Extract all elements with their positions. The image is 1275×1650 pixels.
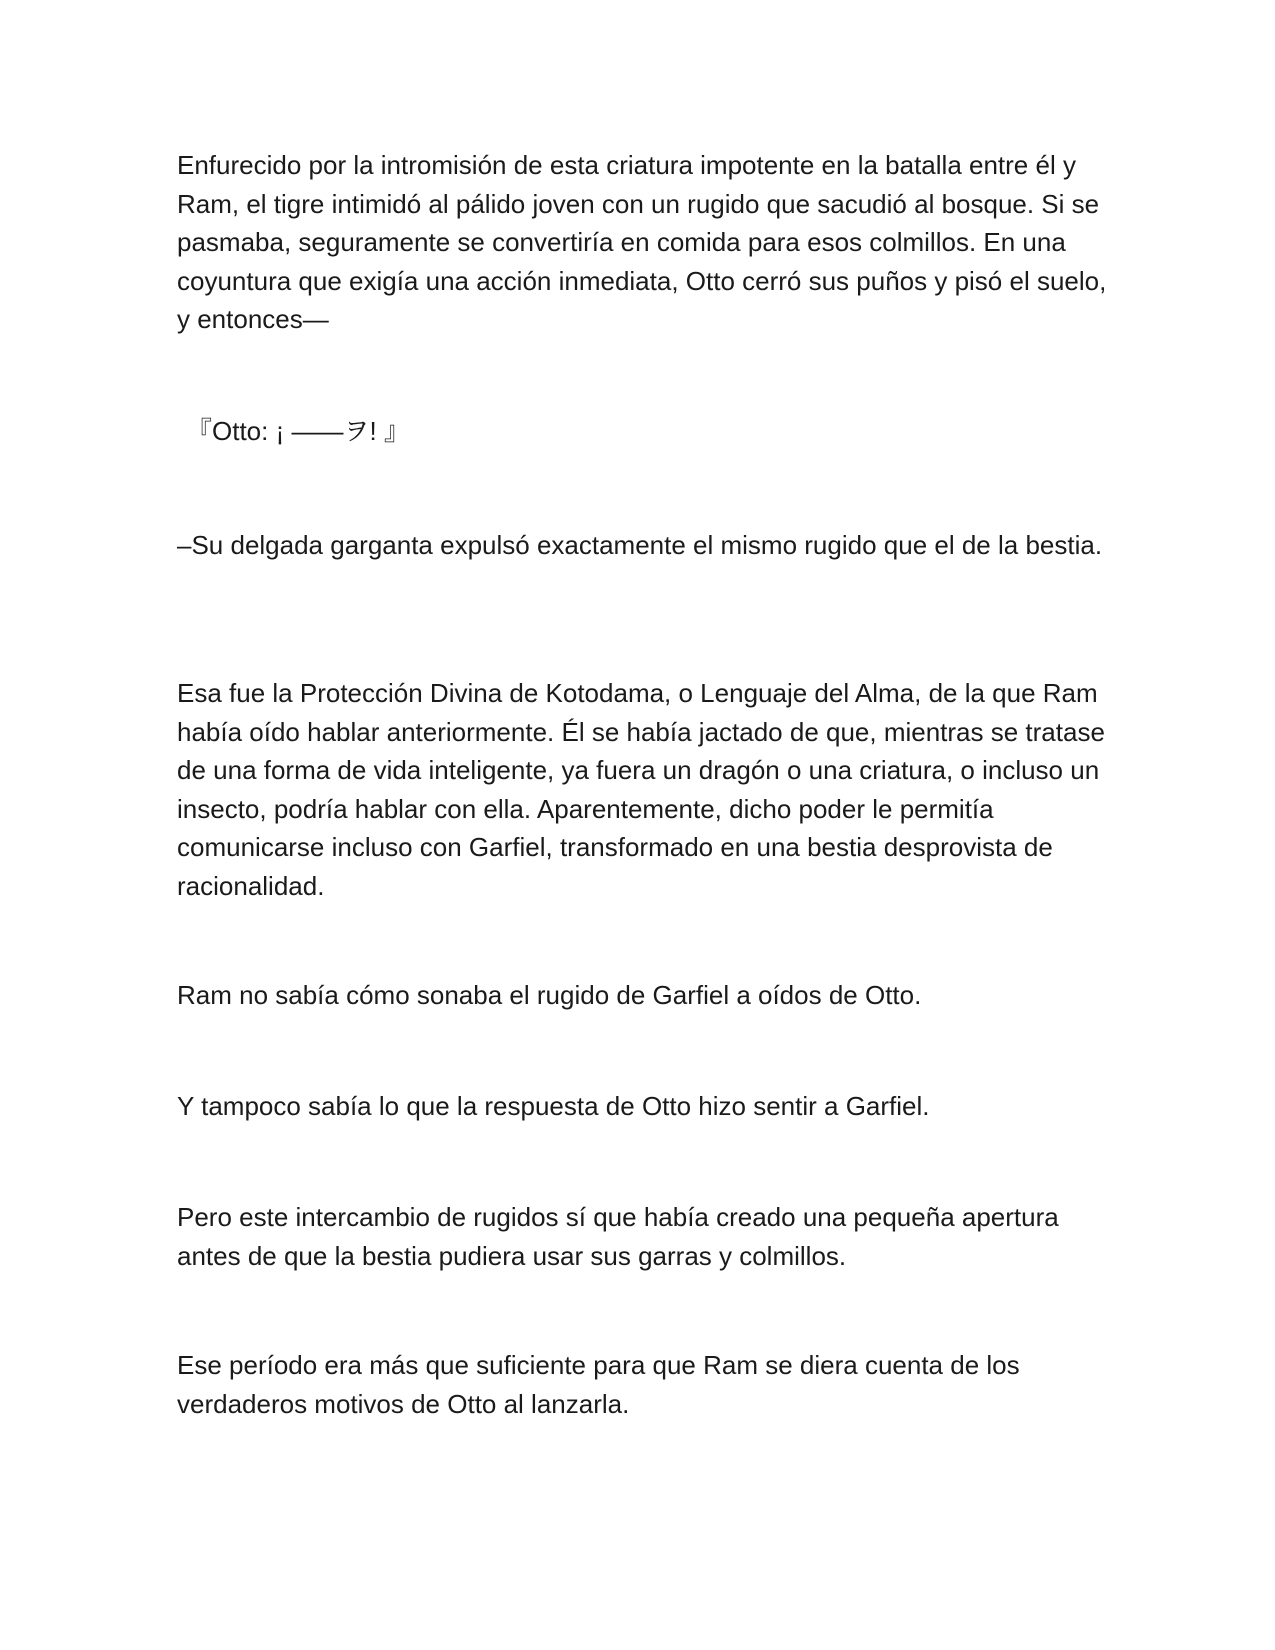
paragraph-8: Ese período era más que suficiente para que Ram se diera cuenta de los verdaderos motivos de Otto al lanzarla.	[177, 1350, 1020, 1419]
paragraph-4: Esa fue la Protección Divina de Kotodama, o Lenguaje del Alma, de la que Ram había oído hablar anteriormente. Él se había jactado de que, mientras se tratase de una forma de vida inteligente, ya fuera un dragón o una criatura, o incluso un insecto, podría hablar con ella. Aparentemente, dicho poder le permitía comunicarse incluso con Garfiel, transformado en una bestia desprovista de racionalidad.	[177, 678, 1105, 901]
paragraph-1: Enfurecido por la intromisión de esta criatura impotente en la batalla entre él y Ram, el tigre intimidó al pálido joven con un rugido que sacudió al bosque. Si se pasmaba, seguramente se convertiría en comida para esos colmillos. En una coyuntura que exigía una acción inmediata, Otto cerró sus puños y pisó el suelo, y entonces—	[177, 150, 1107, 334]
paragraph-6: Y tampoco sabía lo que la respuesta de Otto hizo sentir a Garfiel.	[177, 1091, 930, 1121]
paragraph-7: Pero este intercambio de rugidos sí que había creado una pequeña apertura antes de que la bestia pudiera usar sus garras y colmillos.	[177, 1202, 1059, 1271]
paragraph-3: –Su delgada garganta expulsó exactamente el mismo rugido que el de la bestia.	[177, 530, 1103, 560]
paragraph-5: Ram no sabía cómo sonaba el rugido de Garfiel a oídos de Otto.	[177, 980, 922, 1010]
dialogue-line: 『Otto: ¡ ——ヲ! 』	[186, 416, 410, 446]
